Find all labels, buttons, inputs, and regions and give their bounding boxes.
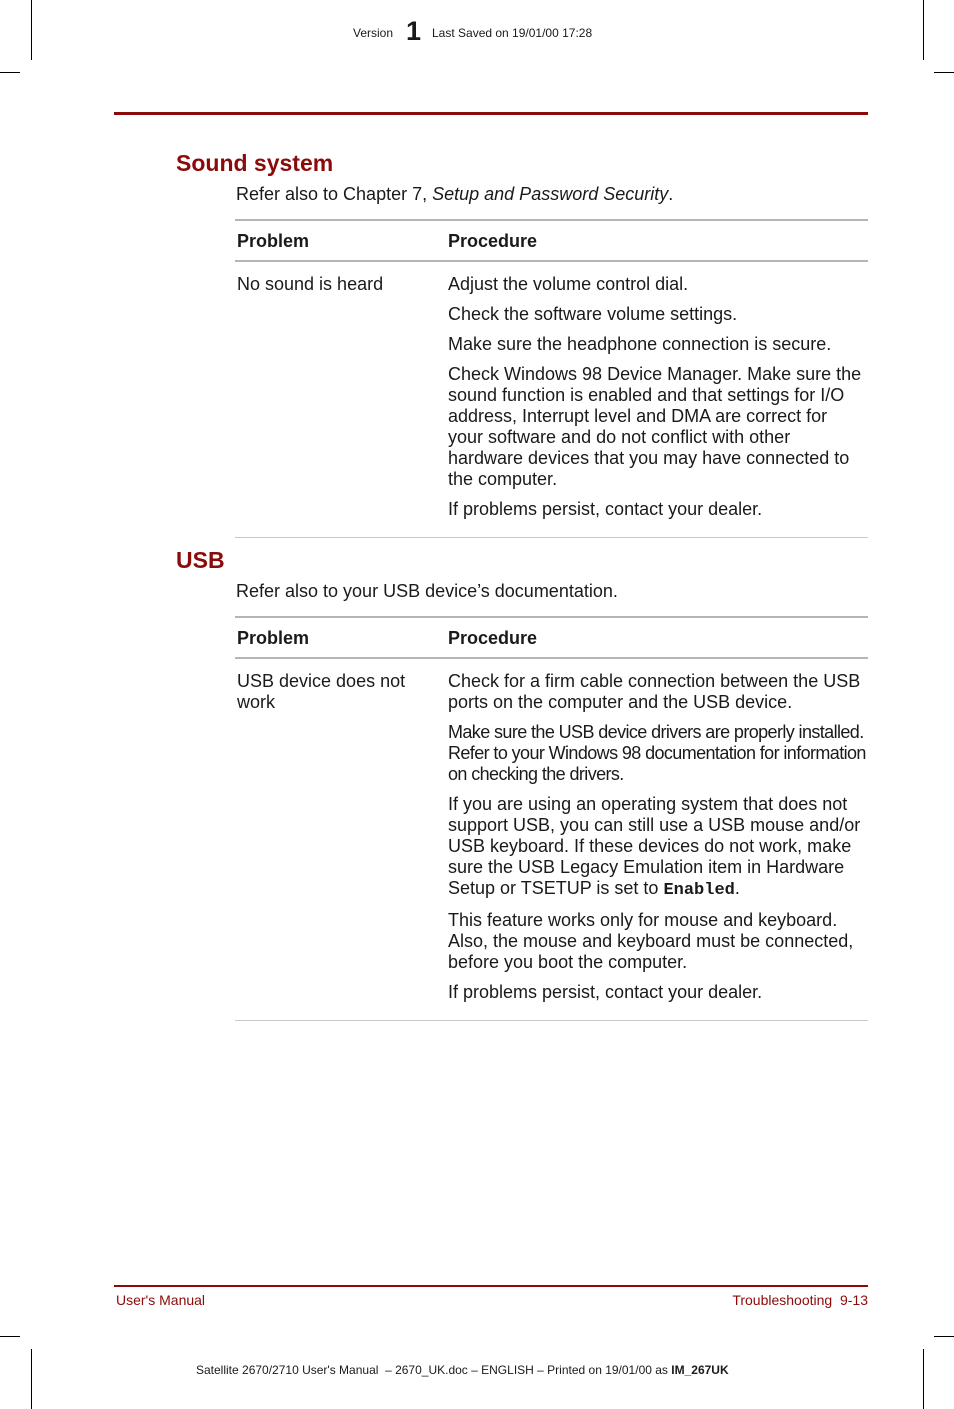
- procedure-step: If problems persist, contact your dealer.: [448, 499, 763, 519]
- table-row: [235, 658, 868, 1021]
- print-info-text: Satellite 2670/2710 User's Manual – 2670_UK.doc – ENGLISH – Printed on 19/01/00 as: [196, 1363, 672, 1377]
- crop-mark: [934, 1336, 954, 1337]
- procedure-step: If problems persist, contact your dealer.: [448, 982, 763, 1002]
- column-header-problem: Problem: [237, 628, 310, 648]
- column-header-procedure: Procedure: [448, 231, 538, 251]
- crop-mark: [31, 1349, 32, 1409]
- version-label: Version: [353, 26, 394, 40]
- usb-heading: USB: [176, 547, 225, 573]
- sound-system-heading: Sound system: [176, 150, 334, 176]
- procedure-step: Make sure the headphone connection is secure.: [448, 334, 832, 354]
- intro-reference: Setup and Password Security: [432, 184, 669, 204]
- footer-rule: [114, 1285, 868, 1287]
- procedure-cell: [446, 261, 868, 538]
- setting-value: Enabled: [663, 881, 735, 900]
- sound-system-intro: [236, 183, 673, 205]
- procedure-step: Check the software volume settings.: [448, 304, 738, 324]
- column-header-problem: Problem: [237, 231, 310, 251]
- footer-page-number: Troubleshooting 9-13: [732, 1292, 868, 1308]
- header-rule: [114, 112, 868, 115]
- print-code: IM_267UK: [671, 1363, 729, 1377]
- procedure-text: If you are using an operating system that does not support USB, you can still use a USB mouse and/or USB keyboard. If these devices do not work, make sure the USB Legacy Emulation item in Hardware Setup or TSETUP is set to: [448, 794, 861, 898]
- procedure-step: [448, 794, 866, 901]
- procedure-step: This feature works only for mouse and keyboard. Also, the mouse and keyboard must be connected, before you boot the computer.: [448, 910, 854, 972]
- sound-troubleshooting-table: [235, 219, 868, 538]
- procedure-cell: [446, 658, 868, 1021]
- intro-text: Refer also to Chapter 7,: [236, 184, 433, 204]
- footer-manual-title: User's Manual: [116, 1292, 206, 1308]
- crop-mark: [934, 72, 954, 73]
- procedure-text: .: [734, 878, 740, 898]
- table-row: [235, 261, 868, 538]
- crop-mark: [923, 1349, 924, 1409]
- procedure-step: Adjust the volume control dial.: [448, 274, 689, 294]
- problem-cell: No sound is heard: [237, 274, 384, 294]
- procedure-step: Make sure the USB device drivers are properly installed. Refer to your Windows 98 documentation for information on checking the drivers.: [448, 722, 866, 784]
- usb-intro: Refer also to your USB device’s documentation.: [236, 581, 618, 601]
- last-saved-text: Last Saved on 19/01/00 17:28: [432, 26, 593, 40]
- intro-text: .: [668, 184, 674, 204]
- usb-troubleshooting-table: [235, 616, 868, 1021]
- problem-cell: USB device does not work: [237, 671, 406, 712]
- print-info: [196, 1363, 729, 1377]
- procedure-step: Check Windows 98 Device Manager. Make sure the sound function is enabled and that settings for I/O address, Interrupt level and DMA are correct for your software and do not conflict with other hardware devices that you may have connected to the computer.: [448, 364, 862, 489]
- crop-mark: [0, 72, 20, 73]
- version-number: 1: [406, 16, 422, 46]
- crop-mark: [0, 1336, 20, 1337]
- document-meta-header: [0, 18, 954, 48]
- column-header-procedure: Procedure: [448, 628, 538, 648]
- procedure-step: Check for a firm cable connection between the USB ports on the computer and the USB device.: [448, 671, 861, 712]
